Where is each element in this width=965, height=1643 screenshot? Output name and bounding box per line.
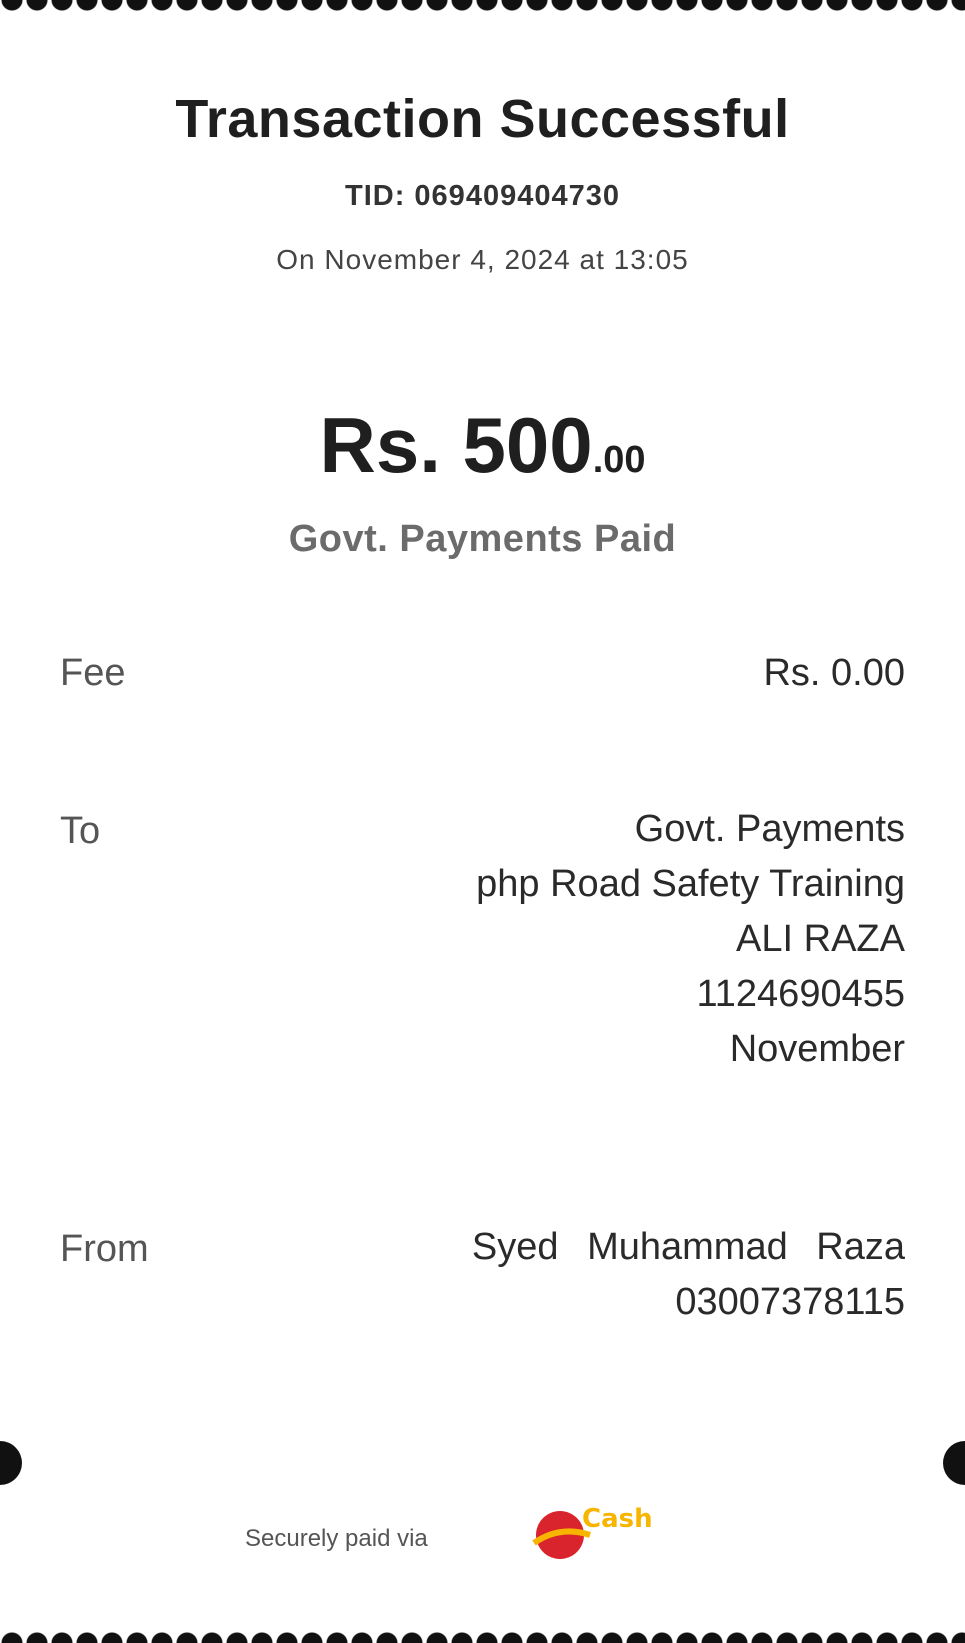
to-line: November	[729, 1028, 905, 1070]
from-name: Syed Muhammad Raza	[471, 1226, 905, 1268]
to-line: php Road Safety Training	[476, 863, 905, 905]
jazzcash-logo-icon	[520, 1495, 660, 1565]
from-label: From	[60, 1228, 149, 1270]
fee-label: Fee	[60, 652, 126, 694]
fee-amount: Rs. 0.00	[763, 652, 905, 694]
logo-text: Cash	[582, 1504, 653, 1534]
page-title: Transaction Successful	[175, 89, 790, 149]
fee-value	[763, 646, 905, 701]
from-phone: 03007378115	[675, 1281, 905, 1323]
amount-cents: .00	[592, 439, 646, 481]
receipt-notch-right	[943, 1441, 965, 1485]
footer-text: Securely paid via	[245, 1525, 428, 1552]
receipt-bottom-edge	[0, 1621, 965, 1643]
to-details	[476, 802, 905, 1077]
receipt-top-edge	[0, 0, 965, 22]
payment-type: Govt. Payments Paid	[288, 518, 677, 560]
amount	[0, 400, 965, 491]
to-line: 1124690455	[696, 973, 905, 1015]
to-line: ALI RAZA	[736, 918, 905, 960]
amount-main: Rs. 500	[319, 401, 593, 489]
transaction-id: TID: 069409404730	[345, 180, 620, 212]
receipt-notch-left	[0, 1441, 22, 1485]
to-label: To	[60, 810, 101, 852]
from-details	[472, 1220, 905, 1330]
to-line: Govt. Payments	[634, 808, 905, 850]
transaction-datetime: On November 4, 2024 at 13:05	[276, 244, 689, 275]
